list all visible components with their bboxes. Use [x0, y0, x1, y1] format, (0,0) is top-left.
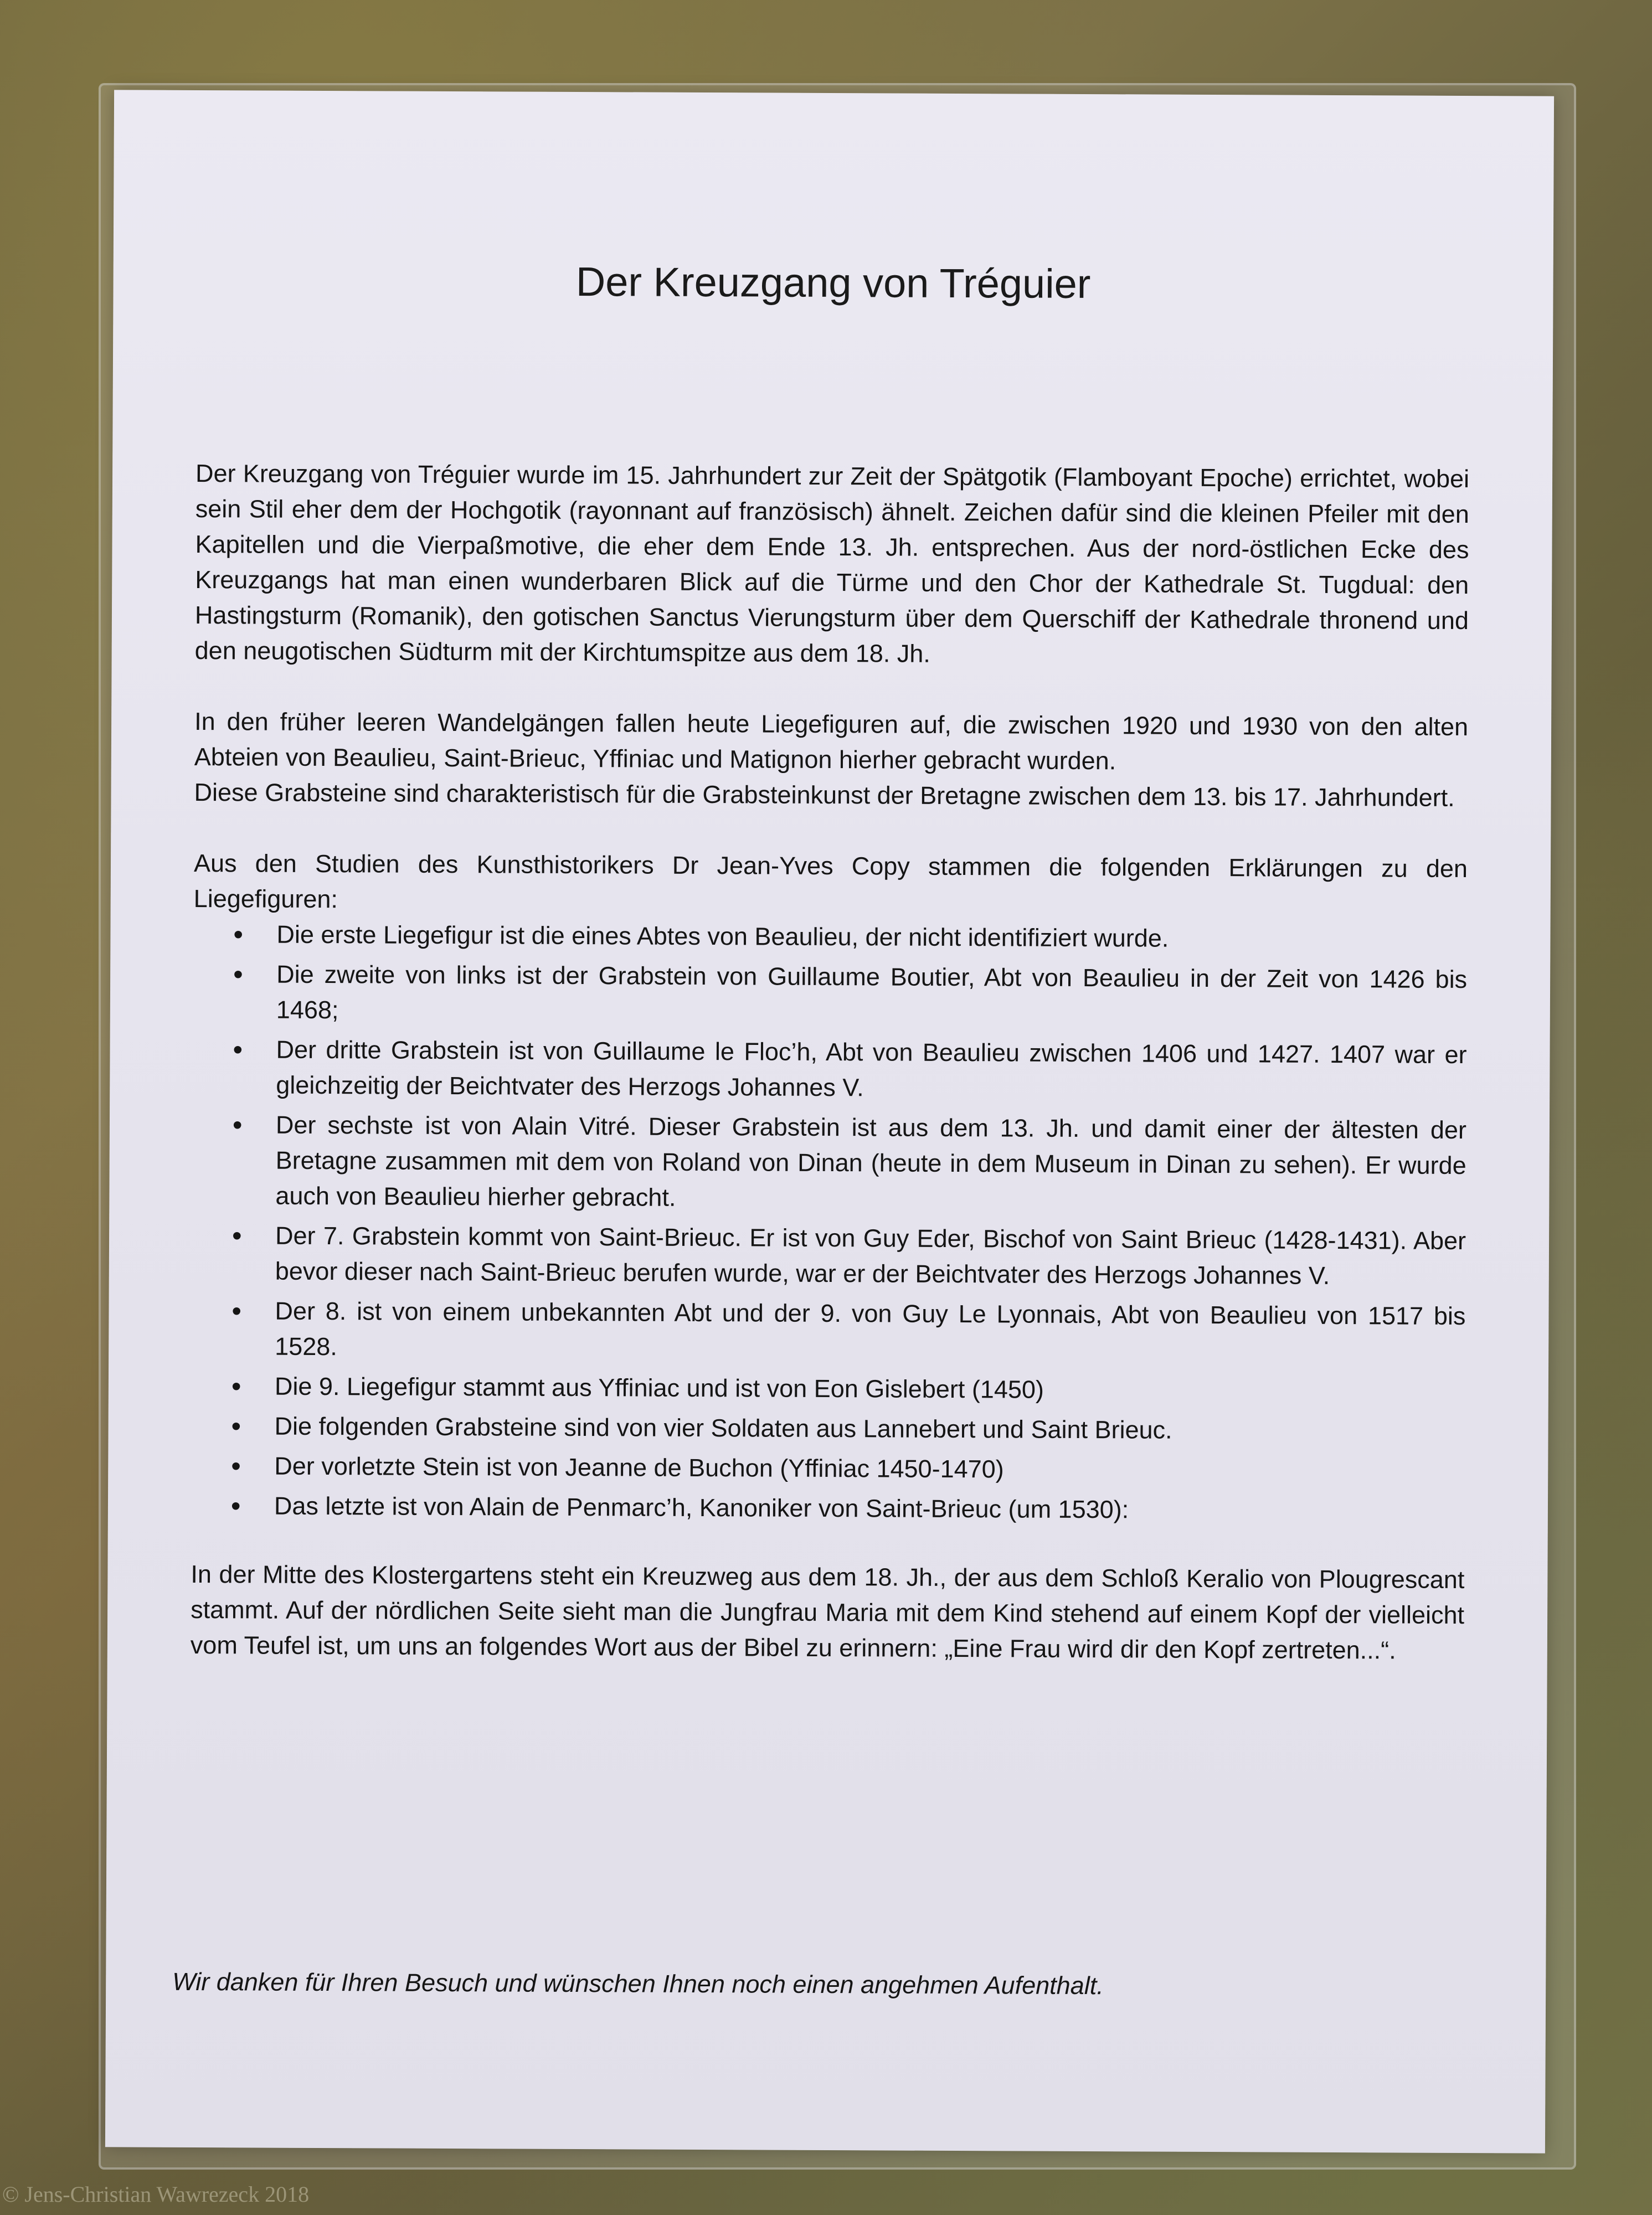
- list-item: • Der 7. Grabstein kommt von Saint-Brieuc. Er ist von Guy Eder, Bischof von Saint Brieuc (1428-1431). Aber bevor dieser nach Saint-Brieuc berufen wurde, war er der Beichtvater des Herzogs Johannes V.: [275, 1218, 1466, 1294]
- bullet-icon: •: [231, 1410, 241, 1442]
- bullet-icon: •: [233, 1034, 243, 1065]
- list-item: • Die erste Liegefigur ist die eines Abtes von Beaulieu, der nicht identifiziert wurde.: [276, 917, 1467, 957]
- list-item: • Der 8. ist von einem unbekannten Abt und der 9. von Guy Le Lyonnais, Abt von Beaulieu von 1517 bis 1528.: [275, 1294, 1466, 1369]
- figure-list: [191, 916, 1468, 1529]
- bullet-icon: •: [232, 1109, 243, 1141]
- paragraph-figures: In den früher leeren Wandelgängen fallen heute Liegefiguren auf, die zwischen 1920 und 1930 von den alten Abteien von Beaulieu, Saint-Brieuc, Yffiniac und Matignon hierher gebracht wurden.: [194, 707, 1469, 775]
- paragraph-studies: Aus den Studien des Kunsthistorikers Dr Jean-Yves Copy stammen die folgenden Erklärungen zu den Liegefiguren:: [193, 848, 1468, 914]
- copyright-watermark: © Jens-Christian Wawrezeck 2018: [2, 2182, 310, 2207]
- bullet-icon: •: [230, 1490, 241, 1522]
- paragraph-gravestones: Diese Grabsteine sind charakteristisch für die Grabsteinkunst der Bretagne zwischen dem 13. bis 17. Jahrhundert.: [194, 777, 1455, 812]
- bullet-icon: •: [231, 1295, 242, 1327]
- list-item: • Die 9. Liegefigur stammt aus Yffiniac und ist von Eon Gislebert (1450): [275, 1369, 1465, 1409]
- sheet-title: Der Kreuzgang von Tréguier: [575, 258, 1091, 307]
- list-item: • Der dritte Grabstein ist von Guillaume le Floc’h, Abt von Beaulieu zwischen 1406 und 1427. 1407 war er gleichzeitig der Beichtvater des Herzogs Johannes V.: [276, 1032, 1467, 1108]
- bullet-icon: •: [231, 1450, 241, 1482]
- list-item: • Der vorletzte Stein ist von Jeanne de Buchon (Yffiniac 1450-1470): [274, 1449, 1465, 1489]
- sheet-body: [190, 456, 1469, 1704]
- list-item: • Die zweite von links ist der Grabstein von Guillaume Boutier, Abt von Beaulieu in der Zeit von 1426 bis 1468;: [276, 957, 1468, 1033]
- bullet-icon: •: [231, 1371, 241, 1402]
- list-item: • Die folgenden Grabsteine sind von vier Soldaten aus Lannebert und Saint Brieuc.: [274, 1409, 1465, 1449]
- thank-you-note: Wir danken für Ihren Besuch und wünschen Ihnen noch einen angehmen Aufenthalt.: [172, 1967, 1104, 2000]
- list-item: • Das letzte ist von Alain de Penmarc’h, Kanoniker von Saint-Brieuc (um 1530):: [274, 1488, 1465, 1529]
- list-item: • Der sechste ist von Alain Vitré. Dieser Grabstein ist aus dem 13. Jh. und damit einer der ältesten der Bretagne zusammen mit dem von Roland von Dinan (heute in dem Museum in Dinan zu sehen). Er wurde auch von Beaulieu hierher gebracht.: [275, 1108, 1466, 1219]
- bullet-icon: •: [233, 919, 244, 950]
- bullet-icon: •: [233, 959, 243, 990]
- bullet-icon: •: [231, 1220, 242, 1251]
- paragraph-cloister-garden: In der Mitte des Klostergartens steht ein Kreuzweg aus dem 18. Jh., der aus dem Schloß Keralio von Plougrescant stammt. Auf der nördlichen Seite sieht man die Jungfrau Maria mit dem Kind stehend auf einem Kopf der vielleicht vom Teufel ist, um uns an folgendes Wort aus der Bibel zu erinnern: „Eine Frau wird dir den Kopf zertreten...“.: [190, 1559, 1465, 1665]
- paragraph-history: Der Kreuzgang von Tréguier wurde im 15. Jahrhundert zur Zeit der Spätgotik (Flamboyant Epoche) errichtet, wobei sein Stil eher dem der Hochgotik (rayonnant auf französisch) ähnelt. Zeichen dafür sind die kleinen Pfeiler mit den Kapitellen und die Vierpaßmotive, die eher dem Ende 13. Jh. entsprechen. Aus der nord-östlichen Ecke des Kreuzgangs hat man einen wunderbaren Blick auf die Türme und den Chor der Kathedrale St. Tugdual: den Hastingsturm (Romanik), den gotischen Sanctus Vierungsturm über dem Querschiff der Kathedrale thronend und den neugotischen Südturm mit der Kirchtumspitze aus dem 18. Jh.: [194, 459, 1470, 668]
- info-sheet: [105, 90, 1554, 2153]
